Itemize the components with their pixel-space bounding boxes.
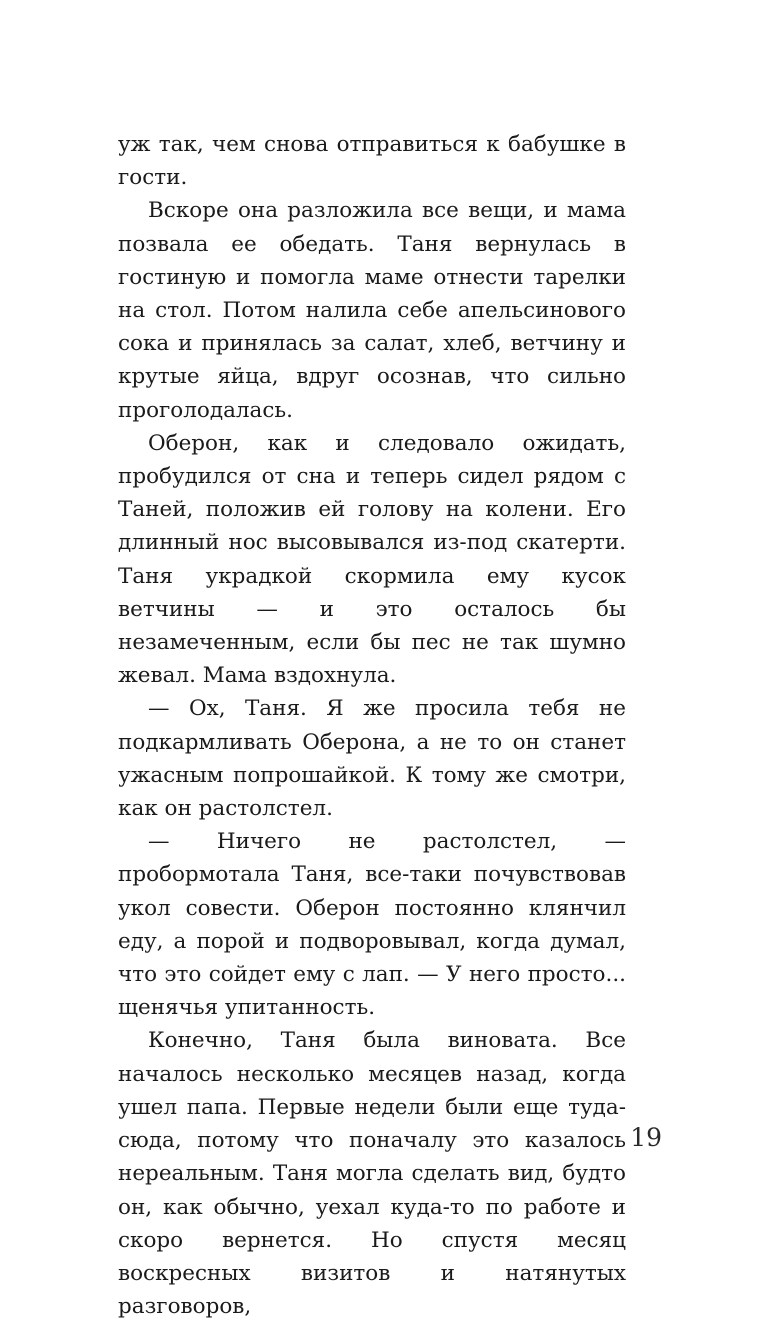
paragraph-5: — Ничего не растолстел, — пробормотала Таня, все-таки почувствовав укол совести. Оберон постоянно клянчил еду, а порой и подворовывал, когда думал, что это сойдет ему с лап. — У него просто... щенячья упитанность. bbox=[118, 829, 626, 1021]
paragraph-2: Вскоре она разложила все вещи, и мама позвала ее обедать. Таня вернулась в гостиную и помогла маме отнести тарелки на стол. Потом налила себе апельсинового сока и принялась за салат, хлеб, ветчину и крутые яйца, вдруг осознав, что сильно проголодалась. bbox=[118, 198, 626, 423]
paragraph-4: — Ох, Таня. Я же просила тебя не подкармливать Оберона, а не то он станет ужасным попрошайкой. К тому же смотри, как он растолстел. bbox=[118, 696, 626, 822]
body-text bbox=[118, 128, 626, 1323]
paragraph-1: уж так, чем снова отправиться к бабушке в гости. bbox=[118, 132, 626, 191]
paragraph-6: Конечно, Таня была виновата. Все началось несколько месяцев назад, когда ушел папа. Первые недели были еще туда-сюда, потому что поначалу это казалось нереальным. Таня могла сделать вид, будто он, как обычно, уехал куда-то по работе и скоро вернется. Но спустя месяц воскресных визитов и натянутых разговоров, bbox=[118, 1028, 626, 1320]
paragraph-3: Оберон, как и следовало ожидать, пробудился от сна и теперь сидел рядом с Таней, положив ей голову на колени. Его длинный нос высовывался из-под скатерти. Таня украдкой скормила ему кусок ветчины — и это осталось бы незамеченным, если бы пес не так шумно жевал. Мама вздохнула. bbox=[118, 430, 626, 689]
page-number: 19 bbox=[630, 1123, 662, 1152]
